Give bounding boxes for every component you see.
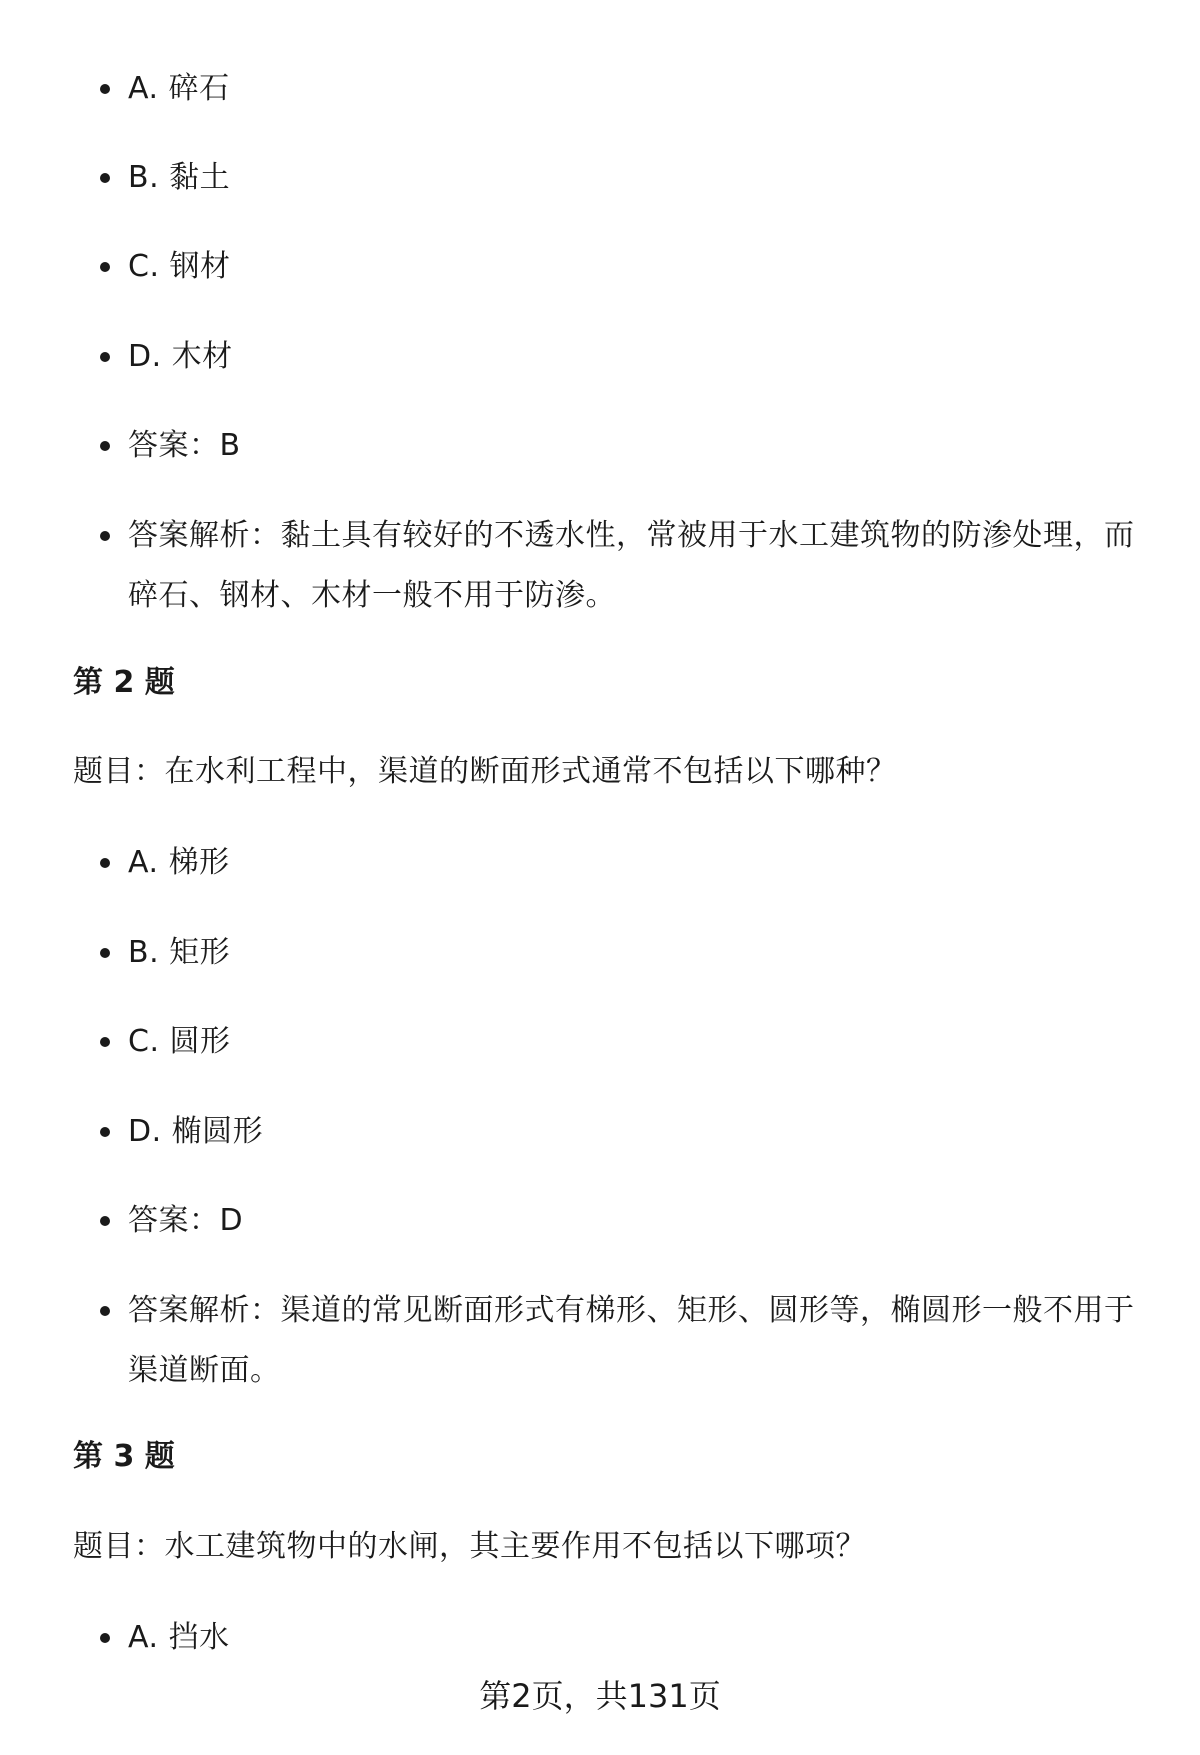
bullet [100,1306,110,1316]
q2-option-c: C. 圆形 [128,1024,231,1059]
q2-analysis: 答案解析：渠道的常见断面形式有梯形、矩形、圆形等，椭圆形一般不用于渠道断面。 [128,1293,1135,1388]
page-indicator: 第2页，共131页 [479,1677,721,1715]
q1-option-d: D. 木材 [128,339,233,374]
q2-option-d: D. 椭圆形 [128,1114,264,1149]
q1-analysis: 答案解析：黏土具有较好的不透水性，常被用于水工建筑物的防渗处理，而碎石、钢材、木材一般不用于防渗。 [128,518,1135,613]
q1-option-b: B. 黏土 [128,160,231,195]
q2-question: 题目：在水利工程中，渠道的断面形式通常不包括以下哪种？ [73,754,897,789]
bullet [100,262,110,272]
bullet [100,441,110,451]
bullet [100,858,110,868]
q2-option-b: B. 矩形 [128,935,231,970]
q2-heading: 第 2 题 [73,665,175,700]
bullet [100,531,110,541]
bullet [100,173,110,183]
q1-option-c: C. 钢材 [128,249,231,284]
bullet [100,1127,110,1137]
q1-answer: 答案：B [128,428,241,463]
bullet [100,1216,110,1226]
q2-option-a: A. 梯形 [128,845,230,880]
bullet [100,1633,110,1643]
bullet [100,1037,110,1047]
bullet [100,84,110,94]
bullet [100,948,110,958]
q2-answer: 答案：D [128,1203,244,1238]
q3-question: 题目：水工建筑物中的水闸，其主要作用不包括以下哪项？ [73,1529,866,1564]
q3-option-a: A. 挡水 [128,1620,230,1655]
q3-heading: 第 3 题 [73,1439,175,1474]
q1-option-a: A. 碎石 [128,71,230,106]
bullet [100,352,110,362]
